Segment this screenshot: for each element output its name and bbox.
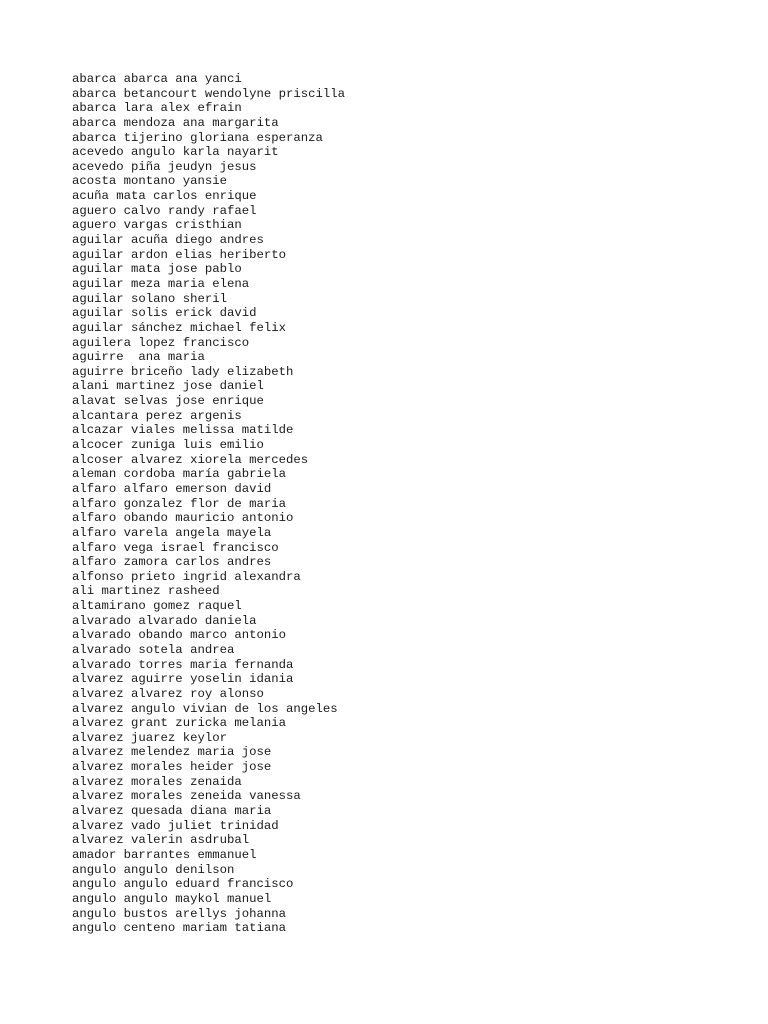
list-item: alvarado torres maria fernanda bbox=[72, 657, 294, 672]
list-item: alvarez grant zuricka melania bbox=[72, 716, 287, 731]
list-item: alfaro zamora carlos andres bbox=[72, 555, 272, 570]
list-item: amador barrantes emmanuel bbox=[72, 847, 257, 862]
list-item: alvarez angulo vivian de los angeles bbox=[72, 701, 338, 716]
list-item: altamirano gomez raquel bbox=[72, 599, 242, 614]
list-item: alvarado obando marco antonio bbox=[72, 628, 287, 643]
list-item: alvarado alvarado daniela bbox=[72, 613, 257, 628]
list-item: angulo centeno mariam tatiana bbox=[72, 921, 287, 936]
list-item: alvarez alvarez roy alonso bbox=[72, 686, 264, 701]
list-item: abarca abarca ana yanci bbox=[72, 72, 242, 86]
list-item: aguirre ana maria bbox=[72, 350, 205, 365]
list-item: angulo bustos arellys johanna bbox=[72, 906, 287, 921]
list-item: ali martinez rasheed bbox=[72, 584, 220, 599]
list-item: abarca betancourt wendolyne priscilla bbox=[72, 86, 346, 101]
list-item: aguilar ardon elias heriberto bbox=[72, 247, 287, 262]
list-item: aguero calvo randy rafael bbox=[72, 203, 257, 218]
name-list bbox=[72, 72, 345, 936]
list-item: aguilera lopez francisco bbox=[72, 335, 250, 350]
list-item: alani martinez jose daniel bbox=[72, 379, 264, 394]
list-item: alavat selvas jose enrique bbox=[72, 394, 264, 409]
list-item: aguilar meza maria elena bbox=[72, 276, 250, 291]
list-item: alvarez quesada diana maria bbox=[72, 804, 272, 819]
list-item: alcantara perez argenis bbox=[72, 408, 242, 423]
list-item: aguilar solano sheril bbox=[72, 291, 227, 306]
list-item: aguero vargas cristhian bbox=[72, 218, 242, 233]
list-item: abarca lara alex efrain bbox=[72, 101, 242, 116]
list-item: alcoser alvarez xiorela mercedes bbox=[72, 452, 309, 467]
list-item: alfonso prieto ingrid alexandra bbox=[72, 569, 301, 584]
list-item: alcazar viales melissa matilde bbox=[72, 423, 294, 438]
list-item: alfaro vega israel francisco bbox=[72, 540, 279, 555]
list-item: acevedo angulo karla nayarit bbox=[72, 145, 279, 160]
list-item: alfaro alfaro emerson david bbox=[72, 481, 272, 496]
list-item: acevedo piña jeudyn jesus bbox=[72, 159, 257, 174]
list-item: aguilar acuña diego andres bbox=[72, 233, 264, 248]
list-item: alvarez aguirre yoselin idania bbox=[72, 672, 294, 687]
list-item: alvarez valerin asdrubal bbox=[72, 833, 250, 848]
list-item: angulo angulo eduard francisco bbox=[72, 877, 294, 892]
list-item: alvarez vado juliet trinidad bbox=[72, 818, 279, 833]
list-item: acosta montano yansie bbox=[72, 174, 227, 189]
list-item: aguilar solis erick david bbox=[72, 306, 257, 321]
list-item: alfaro gonzalez flor de maria bbox=[72, 496, 287, 511]
list-item: alvarez juarez keylor bbox=[72, 730, 227, 745]
list-item: alfaro obando mauricio antonio bbox=[72, 511, 294, 526]
list-item: abarca mendoza ana margarita bbox=[72, 115, 279, 130]
list-item: aguirre briceño lady elizabeth bbox=[72, 364, 294, 379]
list-item: alcocer zuniga luis emilio bbox=[72, 438, 264, 453]
list-item: alvarez morales heider jose bbox=[72, 760, 272, 775]
list-item: angulo angulo denilson bbox=[72, 862, 235, 877]
list-item: angulo angulo maykol manuel bbox=[72, 891, 272, 906]
list-item: alvarez melendez maria jose bbox=[72, 745, 272, 760]
list-item: aguilar mata jose pablo bbox=[72, 262, 242, 277]
list-item: alvarado sotela andrea bbox=[72, 642, 235, 657]
list-item: aguilar sánchez michael felix bbox=[72, 320, 287, 335]
list-item: alvarez morales zenaida bbox=[72, 774, 242, 789]
list-item: abarca tijerino gloriana esperanza bbox=[72, 130, 323, 145]
list-item: alvarez morales zeneida vanessa bbox=[72, 789, 301, 804]
list-item: aleman cordoba maría gabriela bbox=[72, 467, 287, 482]
list-item: acuña mata carlos enrique bbox=[72, 189, 257, 204]
list-item: alfaro varela angela mayela bbox=[72, 525, 272, 540]
